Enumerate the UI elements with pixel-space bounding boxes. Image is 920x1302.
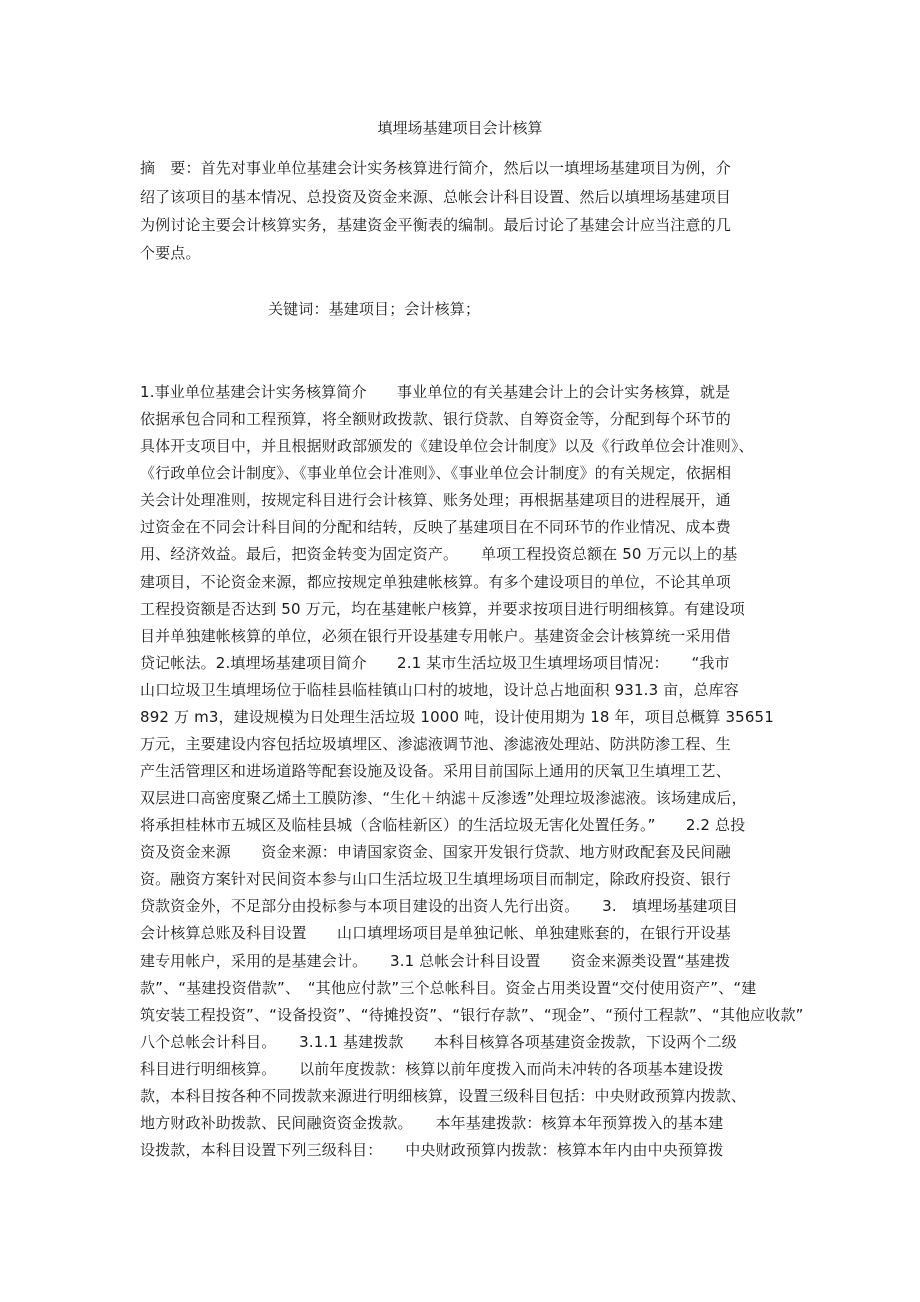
body-line: 会计核算总账及科目设置 山口填埋场项目是单独记帐、单独建账套的，在银行开设基 [140,924,731,943]
body-line: 建项目，不论资金来源，都应按规定单独建帐核算。有多个建设项目的单位，不论其单项 [140,572,731,591]
body-line: 款”、“基建投资借款”、 “其他应付款”三个总帐科目。资金占用类设置“交付使用资产”、“建 [140,978,757,997]
body-line: 依据承包合同和工程预算，将全额财政拨款、银行贷款、自筹资金等，分配到每个环节的 [140,410,731,429]
body-line: 贷记帐法。2.填埋场基建项目简介 2.1 某市生活垃圾卫生填埋场项目情况： “我市 [140,653,730,672]
abstract-line: 摘 要：首先对事业单位基建会计实务核算进行简介，然后以一填埋场基建项目为例，介 [140,159,731,177]
body-line: 贷款资金外，不足部分由投标参与本项目建设的出资人先行出资。 3. 填埋场基建项目 [140,897,738,916]
body-line: 过资金在不同会计科目间的分配和结转，反映了基建项目在不同环节的作业情况、成本费 [140,518,731,537]
abstract-line: 为例讨论主要会计核算实务，基建资金平衡表的编制。最后讨论了基建会计应当注意的几 [140,216,731,234]
body-line: 万元，主要建设内容包括垃圾填埋区、渗滤液调节池、渗滤液处理站、防洪防渗工程、生 [140,734,731,753]
body-line: 山口垃圾卫生填埋场位于临桂县临桂镇山口村的坡地，设计总占地面积 931.3 亩，总库容 [140,680,739,699]
body-line: 产生活管理区和进场道路等配套设施及设备。采用目前国际上通用的厌氧卫生填埋工艺、 [140,762,731,780]
body-line: 双层进口高密度聚乙烯土工膜防渗、“生化＋纳滤＋反渗透”处理垃圾渗滤液。该场建成后， [140,789,747,807]
body-line: 用、经济效益。最后，把资金转变为固定资产。 单项工程投资总额在 50 万元以上的基 [140,545,738,564]
body-line: 将承担桂林市五城区及临桂县城（含临桂新区）的生活垃圾无害化处置任务。” 2.2 总投 [140,816,746,835]
body-line: 设拨款，本科目设置下列三级科目： 中央财政预算内拨款：核算本年内由中央预算拨 [140,1141,724,1159]
body-line: 资及资金来源 资金来源：申请国家资金、国家开发银行贷款、地方财政配套及民间融 [140,843,731,862]
body-line: 地方财政补助拨款、民间融资资金拨款。 本年基建拨款：核算本年预算拨入的基本建 [140,1113,724,1132]
document-title: 填埋场基建项目会计核算 [377,119,543,137]
body-line: 具体开支项目中，并且根据财政部颁发的《建设单位会计制度》以及《行政单位会计准则》、 [140,437,754,456]
abstract-line: 个要点。 [140,244,201,262]
body-line: 资。融资方案针对民间资本参与山口生活垃圾卫生填埋场项目而制定，除政府投资、银行 [140,870,731,889]
abstract-line: 绍了该项目的基本情况、总投资及资金来源、总帐会计科目设置、然后以填埋场基建项目 [140,188,731,206]
body-line: 关会计处理准则，按规定科目进行会计核算、账务处理；再根据基建项目的进程展开，通 [140,491,731,510]
body-line: 892 万 m3，建设规模为日处理生活垃圾 1000 吨，设计使用期为 18 年，项目总概算 35651 [140,707,774,726]
keywords: 关键词：基建项目；会计核算； [268,300,481,318]
body-line: 八个总帐会计科目。 3.1.1 基建拨款 本科目核算各项基建资金拨款，下设两个二级 [140,1032,737,1051]
body-line: 科目进行明细核算。 以前年度拨款：核算以前年度拨入而尚未冲转的各项基本建设拨 [140,1059,724,1078]
body-line: 筑安装工程投资”、“设备投资”、“待摊投资”、“银行存款”、“现金”、“预付工程款”、“其他应收款” [140,1005,804,1024]
body-line: 目并单独建帐核算的单位，必须在银行开设基建专用帐户。基建资金会计核算统一采用借 [140,626,731,645]
body-line: 建专用帐户，采用的是基建会计。 3.1 总帐会计科目设置 资金来源类设置“基建拨 [140,951,731,970]
body-line: 款，本科目按各种不同拨款来源进行明细核算，设置三级科目包括：中央财政预算内拨款、 [140,1086,747,1105]
body-line: 《行政单位会计制度》、《事业单位会计准则》、《事业单位会计制度》的有关规定，依据相 [140,464,732,483]
body-line: 1.事业单位基建会计实务核算简介 事业单位的有关基建会计上的会计实务核算，就是 [140,383,731,401]
body-line: 工程投资额是否达到 50 万元，均在基建帐户核算，并要求按项目进行明细核算。有建设项 [140,599,745,618]
